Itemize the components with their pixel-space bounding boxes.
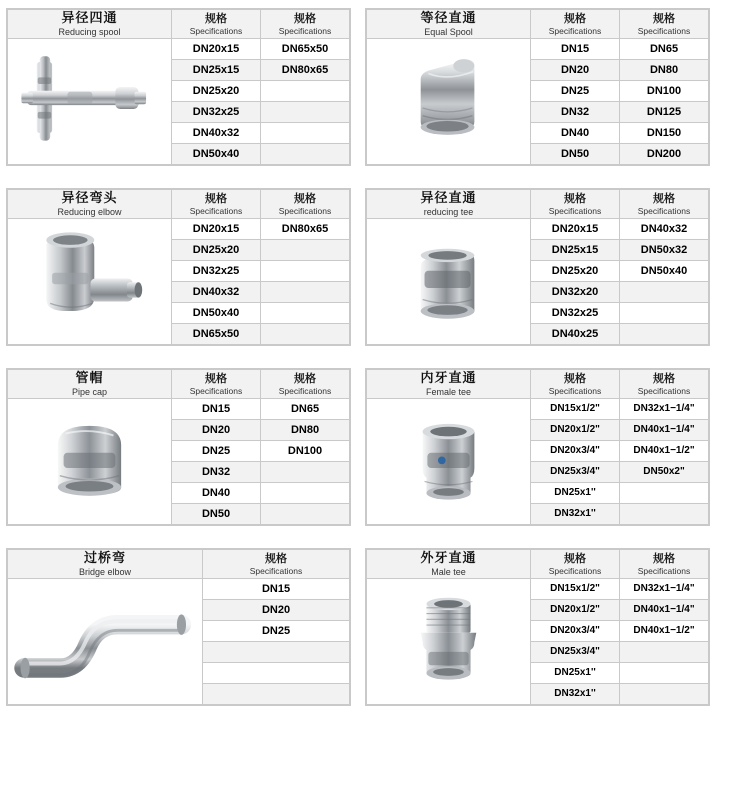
cell-spec bbox=[620, 303, 709, 324]
product-title-cell bbox=[8, 190, 172, 219]
column-header-cn: 规格 bbox=[564, 12, 586, 25]
cell-spec bbox=[203, 663, 350, 684]
cell-spec: DN20 bbox=[172, 420, 261, 441]
cell-spec: DN65 bbox=[620, 39, 709, 60]
column-header-cn: 规格 bbox=[653, 192, 675, 205]
cell-spec: DN25x3/4" bbox=[531, 642, 620, 663]
cell-spec: DN40x32 bbox=[620, 219, 709, 240]
cell-spec: DN20x15 bbox=[172, 39, 261, 60]
product-title-en: Male tee bbox=[431, 567, 466, 577]
cell-spec: DN32x25 bbox=[172, 102, 261, 123]
table-row bbox=[8, 39, 350, 60]
cell-spec: DN40x1−1/2" bbox=[620, 621, 709, 642]
cell-spec: DN80 bbox=[620, 60, 709, 81]
column-header-spec-1 bbox=[203, 550, 350, 579]
cell-spec bbox=[261, 303, 350, 324]
cell-spec: DN20 bbox=[203, 600, 350, 621]
column-header-cn: 规格 bbox=[265, 552, 287, 565]
column-header-cn: 规格 bbox=[653, 372, 675, 385]
product-title-cell bbox=[367, 550, 531, 579]
column-header-spec-2 bbox=[620, 190, 709, 219]
cell-spec: DN100 bbox=[620, 81, 709, 102]
product-title-cell bbox=[8, 370, 172, 399]
column-header-cn: 规格 bbox=[564, 192, 586, 205]
product-card-equal-spool bbox=[365, 8, 710, 166]
cell-spec: DN32x1−1/4" bbox=[620, 579, 709, 600]
cell-spec: DN50x2" bbox=[620, 462, 709, 483]
column-header-spec-1 bbox=[531, 190, 620, 219]
table-row bbox=[367, 219, 709, 240]
cell-spec: DN40x1−1/4" bbox=[620, 600, 709, 621]
cell-spec: DN20x1/2" bbox=[531, 600, 620, 621]
cell-spec: DN200 bbox=[620, 144, 709, 165]
product-title-en: Bridge elbow bbox=[78, 567, 132, 577]
cell-spec: DN25x20 bbox=[531, 261, 620, 282]
cell-spec: DN80 bbox=[261, 420, 350, 441]
product-image-cell bbox=[8, 219, 172, 345]
cell-spec: DN20 bbox=[531, 60, 620, 81]
table-header-row bbox=[367, 550, 709, 579]
cell-spec: DN15x1/2" bbox=[531, 579, 620, 600]
column-header-en: Specifications bbox=[278, 205, 332, 216]
cell-spec: DN20x15 bbox=[531, 219, 620, 240]
cell-spec bbox=[261, 81, 350, 102]
product-title-en: reducing tee bbox=[423, 207, 474, 217]
cell-spec bbox=[261, 483, 350, 504]
product-title-cn: 管帽 bbox=[75, 370, 104, 385]
cell-spec: DN50x32 bbox=[620, 240, 709, 261]
product-grid bbox=[6, 8, 744, 706]
cap-fitting-icon bbox=[8, 399, 171, 516]
table-row bbox=[8, 399, 350, 420]
cell-spec: DN50x40 bbox=[620, 261, 709, 282]
cell-spec: DN150 bbox=[620, 123, 709, 144]
cell-spec bbox=[261, 240, 350, 261]
cell-spec: DN32x25 bbox=[172, 261, 261, 282]
cell-spec bbox=[620, 504, 709, 525]
column-header-en: Specifications bbox=[189, 25, 243, 36]
table-row bbox=[8, 219, 350, 240]
cell-spec: DN40x1−1/2" bbox=[620, 441, 709, 462]
male-thread-fitting-icon bbox=[367, 579, 530, 696]
column-header-spec-2 bbox=[261, 10, 350, 39]
female-thread-fitting-icon bbox=[367, 399, 530, 516]
column-header-cn: 规格 bbox=[653, 12, 675, 25]
reducer-fitting-icon bbox=[367, 219, 530, 336]
cell-spec: DN32x1'' bbox=[531, 684, 620, 705]
cell-spec bbox=[261, 324, 350, 345]
column-header-en: Specifications bbox=[548, 565, 602, 576]
cell-spec: DN25 bbox=[172, 441, 261, 462]
cell-spec bbox=[261, 144, 350, 165]
product-image-cell bbox=[8, 39, 172, 165]
cell-spec: DN50 bbox=[531, 144, 620, 165]
cell-spec: DN25x15 bbox=[172, 60, 261, 81]
column-header-spec-1 bbox=[172, 190, 261, 219]
column-header-spec-2 bbox=[620, 370, 709, 399]
cell-spec: DN20x3/4" bbox=[531, 621, 620, 642]
product-title-cell bbox=[367, 190, 531, 219]
cell-spec: DN25x20 bbox=[172, 81, 261, 102]
cell-spec bbox=[620, 684, 709, 705]
cell-spec: DN32 bbox=[172, 462, 261, 483]
table-row bbox=[367, 399, 709, 420]
table-header-row bbox=[367, 10, 709, 39]
column-header-spec-2 bbox=[261, 370, 350, 399]
column-header-spec-2 bbox=[620, 550, 709, 579]
column-header-cn: 规格 bbox=[205, 192, 227, 205]
column-header-en: Specifications bbox=[637, 25, 691, 36]
cell-spec: DN100 bbox=[261, 441, 350, 462]
product-title-en: Reducing spool bbox=[58, 27, 121, 37]
cell-spec bbox=[261, 282, 350, 303]
cell-spec: DN20x15 bbox=[172, 219, 261, 240]
cell-spec bbox=[620, 324, 709, 345]
table-header-row bbox=[8, 190, 350, 219]
product-title-en: Female tee bbox=[425, 387, 472, 397]
cross-fitting-icon bbox=[8, 39, 171, 156]
column-header-en: Specifications bbox=[548, 385, 602, 396]
cell-spec: DN50 bbox=[172, 504, 261, 525]
cell-spec: DN32x1'' bbox=[531, 504, 620, 525]
product-title-cn: 异径弯头 bbox=[61, 190, 118, 205]
column-header-en: Specifications bbox=[278, 25, 332, 36]
cell-spec bbox=[261, 123, 350, 144]
product-title-cell bbox=[8, 10, 172, 39]
cell-spec: DN40x1−1/4" bbox=[620, 420, 709, 441]
product-card-bridge-elbow bbox=[6, 548, 351, 706]
cell-spec: DN20x3/4" bbox=[531, 441, 620, 462]
product-image-cell bbox=[367, 219, 531, 345]
column-header-cn: 规格 bbox=[205, 12, 227, 25]
cell-spec: DN65 bbox=[261, 399, 350, 420]
cell-spec: DN20x1/2" bbox=[531, 420, 620, 441]
cell-spec bbox=[261, 102, 350, 123]
product-title-en: Equal Spool bbox=[424, 27, 473, 37]
cell-spec: DN15 bbox=[203, 579, 350, 600]
column-header-spec-2 bbox=[261, 190, 350, 219]
column-header-en: Specifications bbox=[637, 205, 691, 216]
table-header-row bbox=[8, 550, 350, 579]
elbow-fitting-icon bbox=[8, 219, 171, 336]
product-card-male-tee bbox=[365, 548, 710, 706]
column-header-en: Specifications bbox=[189, 385, 243, 396]
cell-spec: DN50x40 bbox=[172, 303, 261, 324]
product-title-cn: 内牙直通 bbox=[420, 370, 477, 385]
column-header-spec-2 bbox=[620, 10, 709, 39]
product-card-pipe-cap bbox=[6, 368, 351, 526]
product-title-cn: 外牙直通 bbox=[420, 550, 477, 565]
product-image-cell bbox=[367, 39, 531, 165]
column-header-en: Specifications bbox=[249, 565, 303, 576]
cell-spec: DN32x1−1/4" bbox=[620, 399, 709, 420]
cell-spec: DN32x25 bbox=[531, 303, 620, 324]
coupling-fitting-icon bbox=[367, 39, 530, 156]
column-header-spec-1 bbox=[172, 370, 261, 399]
cell-spec bbox=[261, 504, 350, 525]
column-header-cn: 规格 bbox=[205, 372, 227, 385]
cell-spec bbox=[261, 462, 350, 483]
product-card-reducing-tee bbox=[365, 188, 710, 346]
cell-spec: DN15x1/2" bbox=[531, 399, 620, 420]
cell-spec bbox=[261, 261, 350, 282]
product-title-en: Reducing elbow bbox=[57, 207, 122, 217]
product-image-cell bbox=[8, 579, 203, 705]
column-header-spec-1 bbox=[531, 550, 620, 579]
column-header-en: Specifications bbox=[637, 565, 691, 576]
cell-spec bbox=[203, 684, 350, 705]
column-header-cn: 规格 bbox=[653, 552, 675, 565]
product-card-female-tee bbox=[365, 368, 710, 526]
column-header-spec-1 bbox=[531, 370, 620, 399]
column-header-en: Specifications bbox=[548, 205, 602, 216]
table-row bbox=[367, 39, 709, 60]
cell-spec: DN50x40 bbox=[172, 144, 261, 165]
cell-spec bbox=[203, 642, 350, 663]
product-card-reducing-spool bbox=[6, 8, 351, 166]
cell-spec: DN25 bbox=[531, 81, 620, 102]
cell-spec: DN25x3/4" bbox=[531, 462, 620, 483]
cell-spec bbox=[620, 483, 709, 504]
table-header-row bbox=[367, 370, 709, 399]
cell-spec: DN65x50 bbox=[172, 324, 261, 345]
table-header-row bbox=[8, 370, 350, 399]
column-header-en: Specifications bbox=[189, 205, 243, 216]
cell-spec: DN25x15 bbox=[531, 240, 620, 261]
cell-spec: DN25x1'' bbox=[531, 663, 620, 684]
product-title-cell bbox=[8, 550, 203, 579]
cell-spec bbox=[620, 642, 709, 663]
product-title-cn: 过桥弯 bbox=[83, 550, 126, 565]
cell-spec: DN32x20 bbox=[531, 282, 620, 303]
product-title-en: Pipe cap bbox=[71, 387, 108, 397]
cell-spec: DN40 bbox=[531, 123, 620, 144]
column-header-en: Specifications bbox=[278, 385, 332, 396]
product-title-cn: 等径直通 bbox=[420, 10, 477, 25]
cell-spec: DN15 bbox=[531, 39, 620, 60]
column-header-en: Specifications bbox=[637, 385, 691, 396]
cell-spec: DN80x65 bbox=[261, 60, 350, 81]
cell-spec bbox=[620, 663, 709, 684]
product-card-reducing-elbow bbox=[6, 188, 351, 346]
column-header-cn: 规格 bbox=[294, 12, 316, 25]
cell-spec: DN125 bbox=[620, 102, 709, 123]
table-row bbox=[367, 579, 709, 600]
cell-spec: DN80x65 bbox=[261, 219, 350, 240]
product-image-cell bbox=[367, 579, 531, 705]
cell-spec: DN25x20 bbox=[172, 240, 261, 261]
product-title-cn: 异径四通 bbox=[61, 10, 118, 25]
column-header-cn: 规格 bbox=[294, 372, 316, 385]
cell-spec: DN40x32 bbox=[172, 282, 261, 303]
column-header-cn: 规格 bbox=[294, 192, 316, 205]
cell-spec: DN32 bbox=[531, 102, 620, 123]
table-row bbox=[8, 579, 350, 600]
cell-spec: DN25x1'' bbox=[531, 483, 620, 504]
product-title-cell bbox=[367, 370, 531, 399]
column-header-spec-1 bbox=[172, 10, 261, 39]
cell-spec bbox=[620, 282, 709, 303]
bridge-elbow-fitting-icon bbox=[8, 579, 202, 718]
table-header-row bbox=[367, 190, 709, 219]
product-title-cell bbox=[367, 10, 531, 39]
column-header-en: Specifications bbox=[548, 25, 602, 36]
cell-spec: DN15 bbox=[172, 399, 261, 420]
column-header-spec-1 bbox=[531, 10, 620, 39]
column-header-cn: 规格 bbox=[564, 372, 586, 385]
product-title-cn: 异径直通 bbox=[420, 190, 477, 205]
product-image-cell bbox=[8, 399, 172, 525]
cell-spec: DN40x32 bbox=[172, 123, 261, 144]
cell-spec: DN40x25 bbox=[531, 324, 620, 345]
cell-spec: DN25 bbox=[203, 621, 350, 642]
table-header-row bbox=[8, 10, 350, 39]
column-header-cn: 规格 bbox=[564, 552, 586, 565]
cell-spec: DN40 bbox=[172, 483, 261, 504]
cell-spec: DN65x50 bbox=[261, 39, 350, 60]
product-image-cell bbox=[367, 399, 531, 525]
